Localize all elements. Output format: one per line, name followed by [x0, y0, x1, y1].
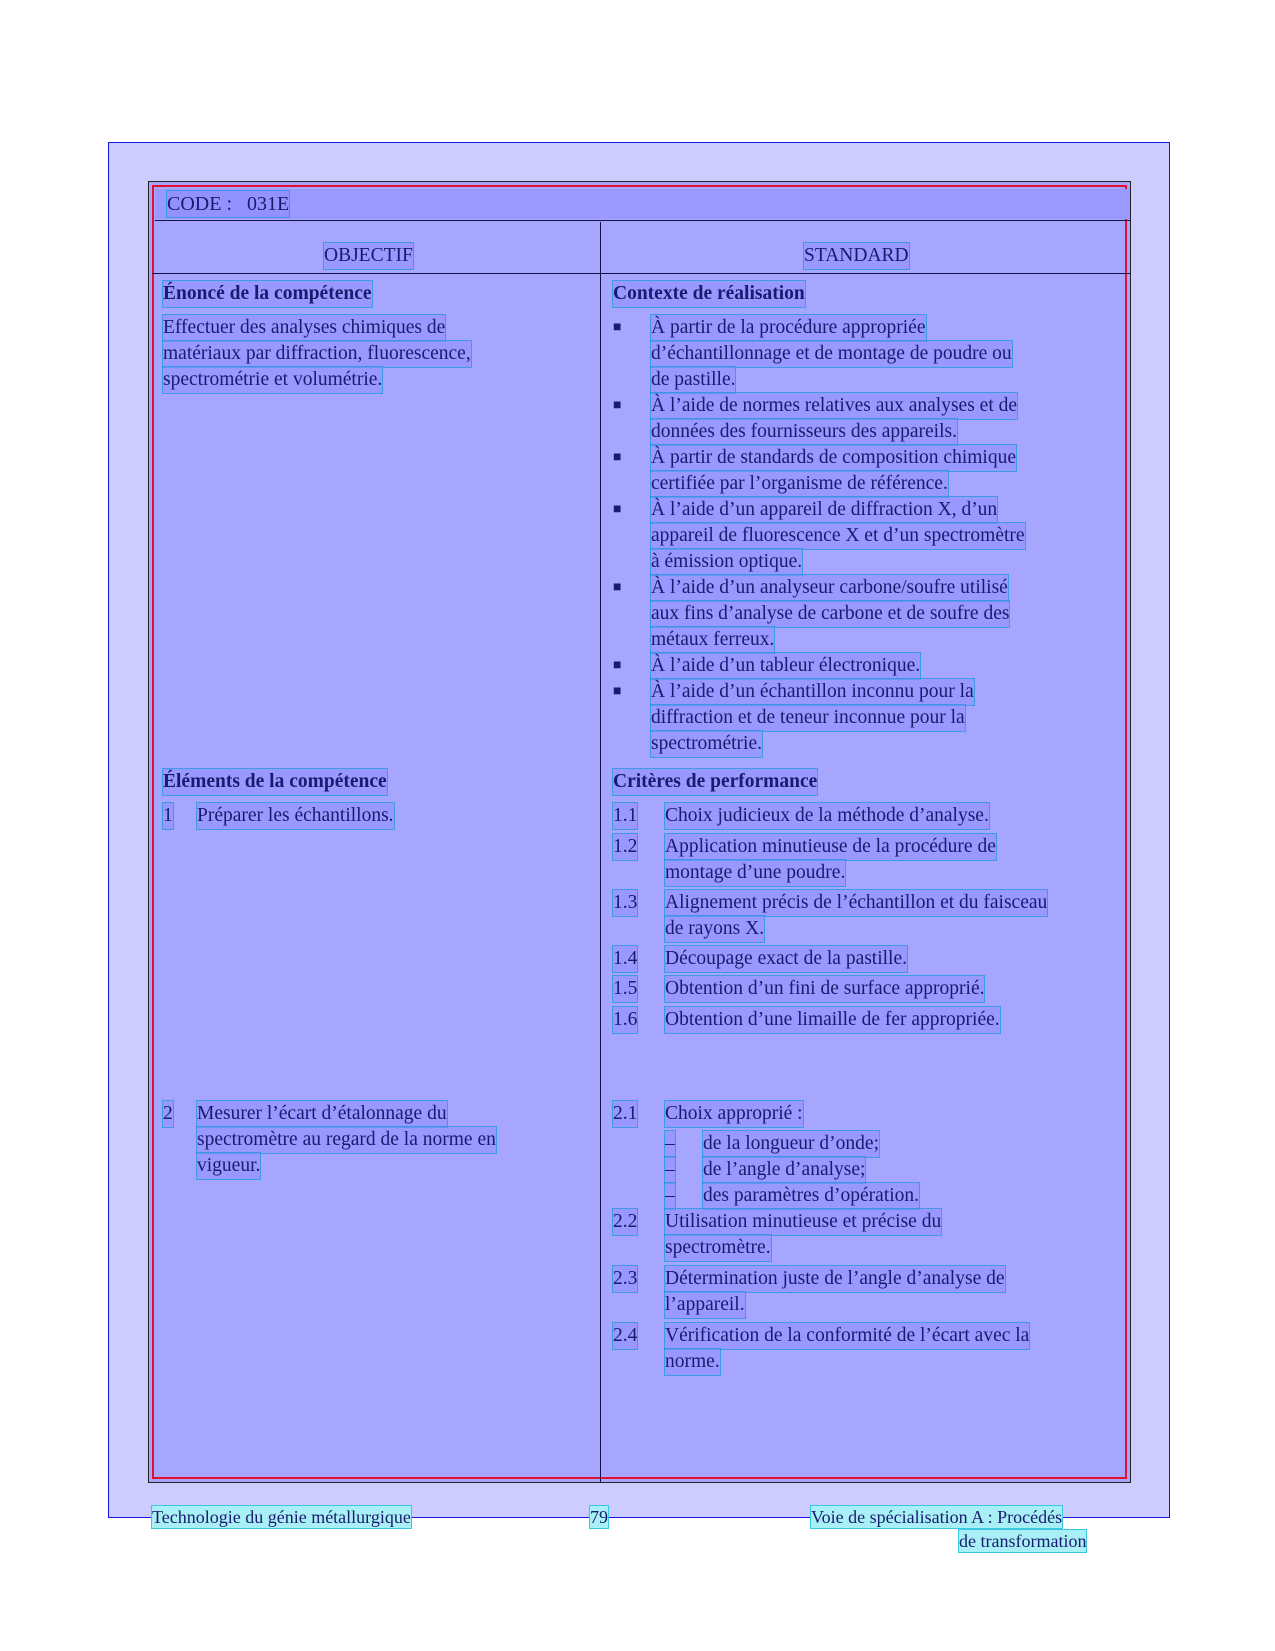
critere-subitem: de l’angle d’analyse; [703, 1157, 865, 1183]
bullet-icon: ■ [613, 580, 622, 595]
contexte-item: À l’aide d’un échantillon inconnu pour la [651, 679, 974, 705]
dash-icon: – [665, 1157, 675, 1183]
critere-text: Obtention d’un fini de surface approprié. [665, 976, 984, 1002]
bullet-icon: ■ [613, 684, 622, 699]
bullet-icon: ■ [613, 320, 622, 335]
contexte-item: À l’aide d’un tableur électronique. [651, 653, 920, 679]
critere-text: Choix judicieux de la méthode d’analyse. [665, 803, 989, 829]
critere-text: Obtention d’une limaille de fer appropriée. [665, 1007, 1000, 1033]
contexte-item: À partir de la procédure appropriée [651, 315, 926, 341]
contexte-item: diffraction et de teneur inconnue pour la [651, 705, 965, 731]
bullet-icon: ■ [613, 450, 622, 465]
contexte-item: données des fournisseurs des appareils. [651, 419, 957, 445]
contexte-item: d’échantillonnage et de montage de poudre ou [651, 341, 1012, 367]
enonce-title: Énoncé de la compétence [163, 281, 372, 307]
critere-text: montage d’une poudre. [665, 860, 845, 886]
critere-subitem: de la longueur d’onde; [703, 1131, 879, 1157]
contexte-title: Contexte de réalisation [613, 281, 805, 307]
critere-number: 2.2 [613, 1209, 637, 1235]
dash-icon: – [665, 1131, 675, 1157]
element-text: vigueur. [197, 1153, 260, 1179]
criteres-title: Critères de performance [613, 769, 817, 795]
critere-text: Utilisation minutieuse et précise du [665, 1209, 941, 1235]
bullet-icon: ■ [613, 658, 622, 673]
critere-number: 1.6 [613, 1007, 637, 1033]
bullet-icon: ■ [613, 398, 622, 413]
critere-number: 2.1 [613, 1101, 637, 1127]
contexte-item: certifiée par l’organisme de référence. [651, 471, 948, 497]
competency-code: CODE : 031E [167, 193, 290, 215]
header-row-divider [152, 273, 1131, 274]
header-objectif: OBJECTIF [324, 243, 413, 269]
bullet-icon: ■ [613, 502, 622, 517]
critere-text: Détermination juste de l’angle d’analyse de [665, 1266, 1005, 1292]
enonce-line: spectrométrie et volumétrie. [163, 367, 382, 393]
contexte-item: À l’aide d’un appareil de diffraction X, d’un [651, 497, 997, 523]
critere-text: Vérification de la conformité de l’écart avec la [665, 1323, 1029, 1349]
critere-text: Découpage exact de la pastille. [665, 946, 907, 972]
contexte-item: aux fins d’analyse de carbone et de soufre des [651, 601, 1009, 627]
contexte-item: spectrométrie. [651, 731, 762, 757]
elements-title: Éléments de la compétence [163, 769, 387, 795]
contexte-item: à émission optique. [651, 549, 802, 575]
critere-text: norme. [665, 1349, 720, 1375]
contexte-item: de pastille. [651, 367, 735, 393]
column-divider [600, 222, 601, 1483]
contexte-item: appareil de fluorescence X et d’un spectromètre [651, 523, 1025, 549]
critere-number: 1.3 [613, 890, 637, 916]
element-text: spectromètre au regard de la norme en [197, 1127, 496, 1153]
critere-number: 1.2 [613, 834, 637, 860]
header-standard: STANDARD [804, 243, 909, 269]
footer-program: Technologie du génie métallurgique [152, 1507, 411, 1527]
critere-number: 2.4 [613, 1323, 637, 1349]
contexte-item: À partir de standards de composition chimique [651, 445, 1016, 471]
footer-specialization: Voie de spécialisation A : Procédés [811, 1507, 1063, 1527]
code-row-divider [155, 220, 1130, 221]
footer-specialization-cont: de transformation [959, 1531, 1087, 1551]
critere-text: spectromètre. [665, 1235, 771, 1261]
contexte-item: métaux ferreux. [651, 627, 774, 653]
enonce-line: Effectuer des analyses chimiques de [163, 315, 445, 341]
critere-text: de rayons X. [665, 916, 764, 942]
contexte-item: À l’aide de normes relatives aux analyses et de [651, 393, 1017, 419]
critere-number: 1.4 [613, 946, 637, 972]
element-number: 2 [163, 1101, 173, 1127]
critere-number: 2.3 [613, 1266, 637, 1292]
critere-text: l’appareil. [665, 1292, 745, 1318]
critere-text: Application minutieuse de la procédure de [665, 834, 996, 860]
critere-subitem: des paramètres d’opération. [703, 1183, 919, 1209]
critere-text: Choix approprié : [665, 1101, 803, 1127]
code-row [155, 189, 1130, 219]
critere-text: Alignement précis de l’échantillon et du faisceau [665, 890, 1047, 916]
critere-number: 1.5 [613, 976, 637, 1002]
element-number: 1 [163, 803, 173, 829]
enonce-line: matériaux par diffraction, fluorescence, [163, 341, 471, 367]
contexte-item: À l’aide d’un analyseur carbone/soufre utilisé [651, 575, 1008, 601]
critere-number: 1.1 [613, 803, 637, 829]
element-text: Mesurer l’écart d’étalonnage du [197, 1101, 447, 1127]
footer-page-number: 79 [590, 1507, 608, 1527]
element-text: Préparer les échantillons. [197, 803, 394, 829]
dash-icon: – [665, 1183, 675, 1209]
